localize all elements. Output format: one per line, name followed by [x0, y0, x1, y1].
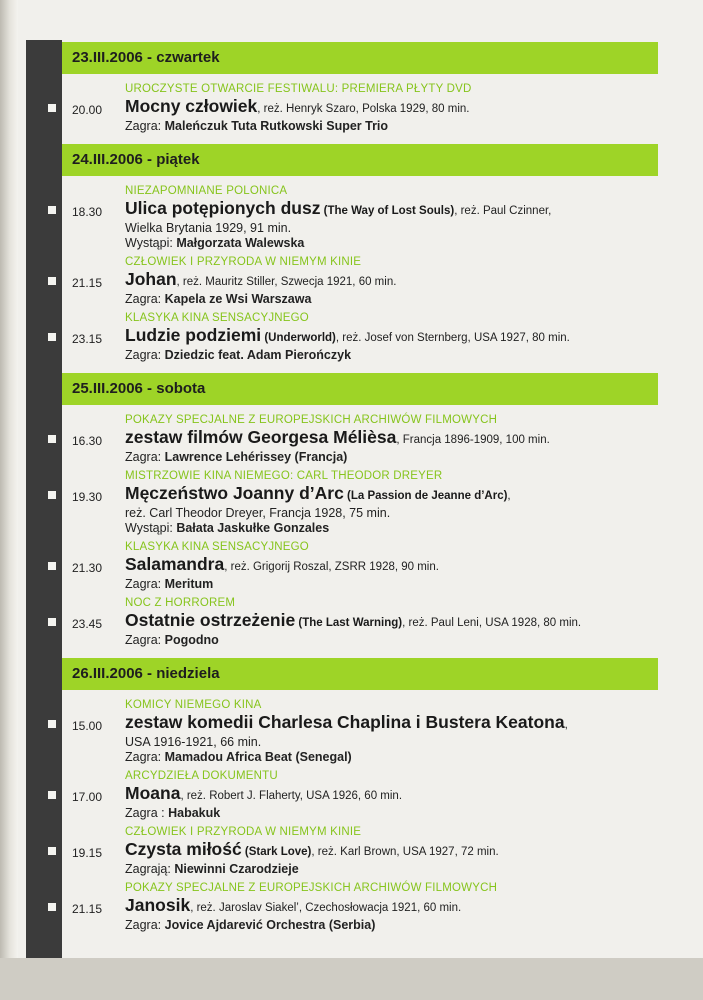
event-row [62, 96, 658, 134]
day-header: 25.III.2006 - sobota [62, 373, 658, 405]
event-body [125, 269, 645, 307]
event-time: 18.30 [72, 205, 103, 219]
page-bottom-edge [0, 958, 703, 1000]
performer-label: Zagra: [125, 750, 162, 764]
event-row [62, 325, 658, 363]
event-category: POKAZY SPECJALNE Z EUROPEJSKICH ARCHIWÓW FILMOWYCH [125, 882, 498, 894]
event-gap [62, 765, 658, 767]
event-title-line [125, 783, 645, 806]
event-time: 19.15 [72, 846, 103, 860]
event-gap [62, 933, 658, 935]
performer-line [125, 236, 645, 251]
event-category: CZŁOWIEK I PRZYRODA W NIEMYM KINIE [125, 256, 362, 268]
event-gap [62, 363, 658, 365]
performer-name: Mamadou Africa Beat (Senegal) [164, 750, 352, 764]
performer-label: Zagra: [125, 119, 162, 133]
film-details: , [507, 490, 511, 502]
event-gap [62, 821, 658, 823]
event-row [62, 895, 658, 933]
film-details: , reż. Josef von Sternberg, USA 1927, 80 min. [335, 332, 570, 344]
event-row [62, 712, 658, 765]
event-time: 15.00 [72, 719, 103, 733]
film-title: Moana [125, 783, 181, 803]
sprocket-hole [48, 847, 56, 855]
film-details-cont: USA 1916-1921, 66 min. [125, 735, 262, 749]
day-header: 24.III.2006 - piątek [62, 144, 658, 176]
film-details: , reż. Robert J. Flaherty, USA 1926, 60 min. [180, 790, 403, 802]
event-body [125, 198, 645, 251]
sprocket-hole [48, 104, 56, 112]
film-title: Męczeństwo Joanny d’Arc [125, 483, 344, 503]
film-details-cont: reż. Carl Theodor Dreyer, Francja 1928, 75 min. [125, 506, 391, 520]
event-row [62, 427, 658, 465]
performer-label: Zagra: [125, 918, 162, 932]
event-gap [62, 648, 658, 650]
event-category: NIEZAPOMNIANE POLONICA [125, 185, 288, 197]
day-events [62, 74, 658, 136]
performer-label: Zagrają: [125, 862, 171, 876]
event-time: 16.30 [72, 434, 103, 448]
performer-label: Zagra: [125, 348, 162, 362]
event-title-line [125, 96, 645, 119]
performer-line [125, 633, 645, 648]
event-title-line [125, 712, 645, 735]
film-details: , reż. Paul Czinner, [454, 205, 552, 217]
event-category: KLASYKA KINA SENSACYJNEGO [125, 541, 309, 553]
event-title-line [125, 325, 645, 348]
event-category: MISTRZOWIE KINA NIEMEGO: CARL THEODOR DREYER [125, 470, 443, 482]
event-time: 20.00 [72, 103, 103, 117]
event-row [62, 198, 658, 251]
event-body [125, 427, 645, 465]
performer-name: Maleńczuk Tuta Rutkowski Super Trio [164, 119, 389, 133]
event-body [125, 712, 645, 765]
event-category: ARCYDZIEŁA DOKUMENTU [125, 770, 278, 782]
film-details: , reż. Grigorij Roszal, ZSRR 1928, 90 min. [224, 561, 439, 573]
event-time: 21.15 [72, 902, 103, 916]
page-binding [0, 0, 18, 1000]
film-title: Mocny człowiek [125, 96, 258, 116]
event-title-line [125, 427, 645, 450]
event-gap [62, 134, 658, 136]
original-title: (The Last Warning) [295, 617, 403, 629]
performer-line [125, 806, 645, 821]
sprocket-hole [48, 333, 56, 341]
event-body [125, 325, 645, 363]
event-row [62, 610, 658, 648]
performer-name: Kapela ze Wsi Warszawa [164, 292, 312, 306]
sprocket-hole [48, 206, 56, 214]
event-body [125, 554, 645, 592]
event-time: 23.15 [72, 332, 103, 346]
event-category: NOC Z HORROREM [125, 597, 236, 609]
event-gap [62, 592, 658, 594]
event-category: KLASYKA KINA SENSACYJNEGO [125, 312, 309, 324]
film-title: Ostatnie ostrzeżenie [125, 610, 296, 630]
performer-name: Dziedzic feat. Adam Pierończyk [164, 348, 352, 362]
performer-name: Lawrence Lehérissey (Francja) [164, 450, 348, 464]
event-time: 23.45 [72, 617, 103, 631]
film-details: , reż. Paul Leni, USA 1928, 80 min. [402, 617, 582, 629]
sprocket-hole [48, 277, 56, 285]
film-details: , [564, 719, 568, 731]
event-body [125, 610, 645, 648]
performer-name: Małgorzata Walewska [176, 236, 305, 250]
film-strip-bar [26, 40, 62, 960]
sprocket-hole [48, 791, 56, 799]
film-title: Ulica potępionych dusz [125, 198, 321, 218]
performer-name: Bałata Jaskułke Gonzales [176, 521, 330, 535]
performer-line [125, 450, 645, 465]
original-title: (Stark Love) [241, 846, 312, 858]
event-category: CZŁOWIEK I PRZYRODA W NIEMYM KINIE [125, 826, 362, 838]
performer-name: Habakuk [168, 806, 221, 820]
film-title: Czysta miłość [125, 839, 242, 859]
event-title-line [125, 554, 645, 577]
original-title: (La Passion de Jeanne d’Arc) [343, 490, 508, 502]
schedule [62, 42, 658, 935]
event-title-line [125, 895, 645, 918]
performer-label: Wystąpi: [125, 236, 173, 250]
performer-label: Zagra: [125, 450, 162, 464]
film-title: Ludzie podziemi [125, 325, 262, 345]
performer-line [125, 348, 645, 363]
performer-name: Jovice Ajdarević Orchestra (Serbia) [164, 918, 376, 932]
event-body [125, 783, 645, 821]
performer-line [125, 862, 645, 877]
event-time: 17.00 [72, 790, 103, 804]
event-row [62, 269, 658, 307]
performer-label: Zagra: [125, 292, 162, 306]
film-details-cont: Wielka Brytania 1929, 91 min. [125, 221, 292, 235]
sprocket-hole [48, 720, 56, 728]
day-events [62, 690, 658, 935]
event-gap [62, 307, 658, 309]
sprocket-hole [48, 491, 56, 499]
event-title-line [125, 483, 645, 506]
performer-line [125, 292, 645, 307]
performer-line [125, 750, 645, 765]
event-time: 21.15 [72, 276, 103, 290]
event-row [62, 783, 658, 821]
event-gap [62, 465, 658, 467]
performer-name: Niewinni Czarodzieje [174, 862, 299, 876]
performer-label: Zagra : [125, 806, 165, 820]
event-row [62, 554, 658, 592]
film-title: zestaw komedii Charlesa Chaplina i Bustera Keatona [125, 712, 565, 732]
event-gap [62, 877, 658, 879]
event-gap [62, 251, 658, 253]
day-events [62, 176, 658, 365]
event-title-line [125, 198, 645, 221]
sprocket-hole [48, 435, 56, 443]
sprocket-hole [48, 618, 56, 626]
day-header: 23.III.2006 - czwartek [62, 42, 658, 74]
film-details: , reż. Mauritz Stiller, Szwecja 1921, 60 min. [176, 276, 397, 288]
original-title: (The Way of Lost Souls) [320, 205, 455, 217]
event-body [125, 483, 645, 536]
film-title: Johan [125, 269, 177, 289]
event-body [125, 96, 645, 134]
film-title: zestaw filmów Georgesa Mélièsa [125, 427, 397, 447]
day-events [62, 405, 658, 650]
event-row [62, 483, 658, 536]
sprocket-hole [48, 562, 56, 570]
original-title: (Underworld) [261, 332, 336, 344]
event-title-line [125, 839, 645, 862]
event-category: POKAZY SPECJALNE Z EUROPEJSKICH ARCHIWÓW FILMOWYCH [125, 414, 498, 426]
performer-line [125, 119, 645, 134]
sprocket-hole [48, 903, 56, 911]
performer-label: Wystąpi: [125, 521, 173, 535]
event-title-line [125, 610, 645, 633]
performer-line [125, 521, 645, 536]
performer-label: Zagra: [125, 577, 162, 591]
performer-line [125, 918, 645, 933]
event-category: KOMICY NIEMEGO KINA [125, 699, 262, 711]
event-row [62, 839, 658, 877]
film-details: , Francja 1896-1909, 100 min. [396, 434, 550, 446]
event-category: UROCZYSTE OTWARCIE FESTIWALU: PREMIERA PŁYTY DVD [125, 83, 472, 95]
event-title-line [125, 269, 645, 292]
event-time: 21.30 [72, 561, 103, 575]
performer-label: Zagra: [125, 633, 162, 647]
performer-line [125, 577, 645, 592]
film-title: Salamandra [125, 554, 225, 574]
event-gap [62, 536, 658, 538]
performer-name: Pogodno [164, 633, 219, 647]
event-time: 19.30 [72, 490, 103, 504]
event-body [125, 839, 645, 877]
performer-name: Meritum [164, 577, 214, 591]
film-details: , reż. Henryk Szaro, Polska 1929, 80 min. [257, 103, 470, 115]
film-details: , reż. Karl Brown, USA 1927, 72 min. [311, 846, 499, 858]
event-body [125, 895, 645, 933]
film-title: Janosik [125, 895, 191, 915]
film-details: , reż. Jaroslav Siakel’, Czechosłowacja 1921, 60 min. [190, 902, 462, 914]
day-header: 26.III.2006 - niedziela [62, 658, 658, 690]
